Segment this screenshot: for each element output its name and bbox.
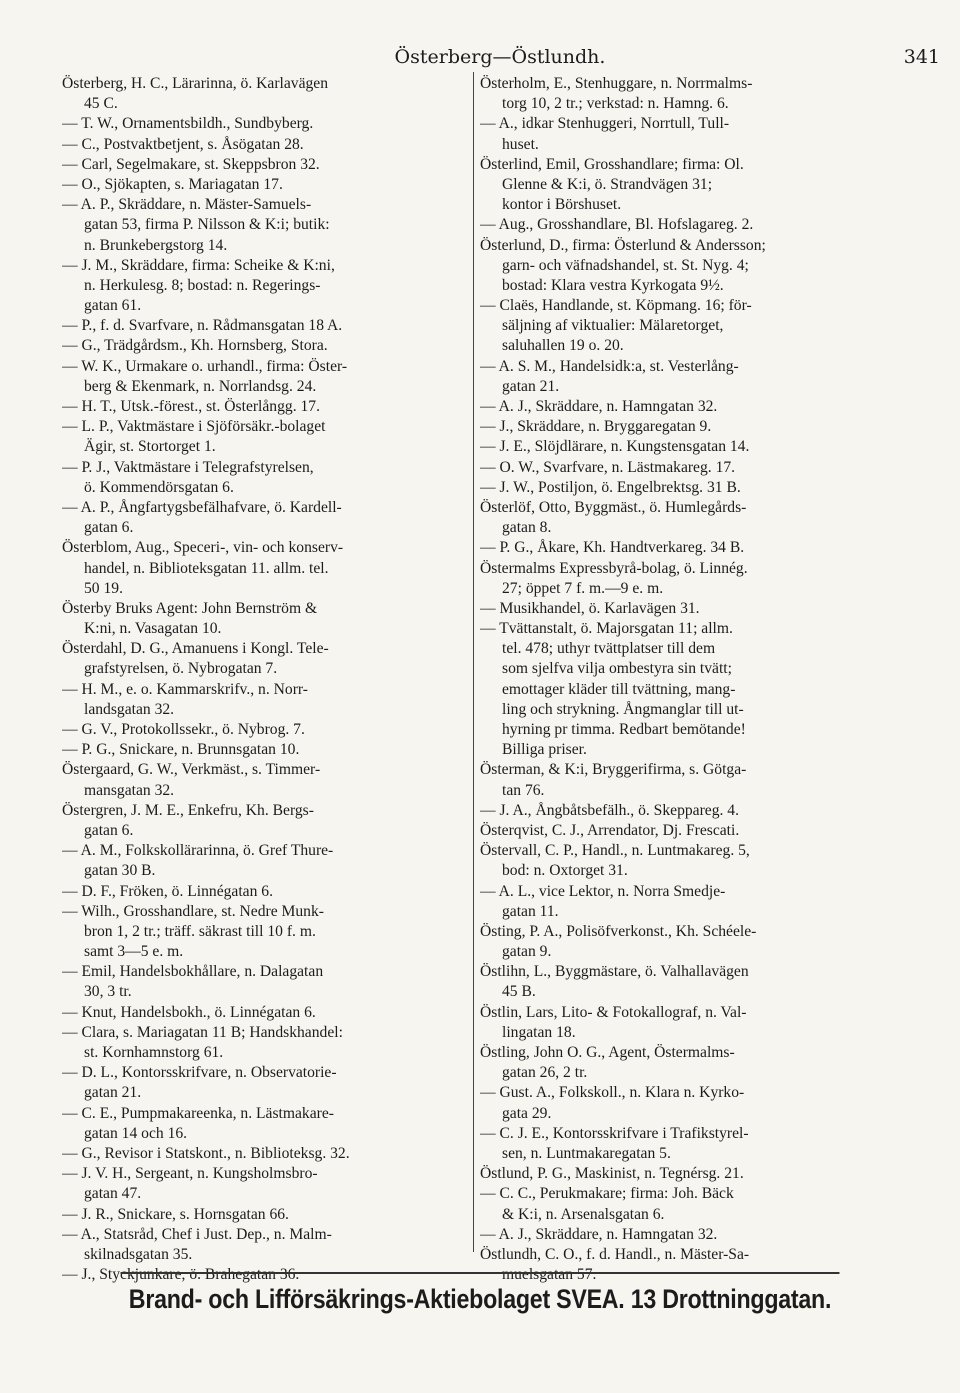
directory-entry-line: — J., Styckjunkare, ö. Brahegatan 36. <box>62 1266 300 1284</box>
directory-entry-line: Österqvist, C. J., Arrendator, Dj. Frescati. <box>480 821 740 839</box>
directory-entry-line: — D. L., Kontorsskrifvare, n. Observatorie- <box>62 1064 337 1082</box>
directory-entry-line: — C., Postvaktbetjent, s. Åsögatan 28. <box>62 135 304 153</box>
directory-entry-line: — A. J., Skräddare, n. Hamngatan 32. <box>480 398 718 415</box>
directory-entry-line: 45 B. <box>502 983 536 1001</box>
directory-entry-line: — P., f. d. Svarfvare, n. Rådmansgatan 18 A. <box>62 317 343 335</box>
directory-entry-line: — Tvättanstalt, ö. Majorsgatan 11; allm. <box>480 620 733 638</box>
directory-entry-line: — T. W., Ornamentsbildh., Sundbyberg. <box>62 115 314 133</box>
directory-entry-line: — W. K., Urmakare o. urhandl., firma: Öster- <box>62 357 348 375</box>
directory-entry-line: — C. J. E., Kontorsskrifvare i Trafikstyrel- <box>480 1124 749 1142</box>
directory-entry-line: gatan 26, 2 tr. <box>502 1064 588 1082</box>
directory-entry-line: Östermalms Expressbyrå-bolag, ö. Linnég. <box>480 559 748 577</box>
directory-entry-line: Östergren, J. M. E., Enkefru, Kh. Bergs- <box>62 801 314 819</box>
directory-entry-line: Östergaard, G. W., Verkmäst., s. Timmer- <box>62 761 321 779</box>
directory-entry-line: — H. T., Utsk.-förest., st. Österlångg. 17. <box>62 398 320 415</box>
directory-entry-line: 45 C. <box>84 95 118 113</box>
directory-entry-line: Österdahl, D. G., Amanuens i Kongl. Tele- <box>62 640 329 658</box>
directory-entry-line: Glenne & K:i, ö. Strandvägen 31; <box>502 175 713 193</box>
directory-entry-line: gatan 6. <box>84 519 134 537</box>
directory-entry-line: Österlund, D., firma: Österlund & Andersson; <box>480 236 766 254</box>
directory-entry-line: — P. G., Åkare, Kh. Handtverkareg. 34 B. <box>480 539 745 557</box>
directory-entry-line: grafstyrelsen, ö. Nybrogatan 7. <box>84 660 278 678</box>
directory-entry-line: Östlund, P. G., Maskinist, n. Tegnérsg. 21. <box>480 1165 744 1183</box>
directory-entry-line: ö. Kommendörsgatan 6. <box>84 478 234 496</box>
directory-entry-line: bostad: Klara vestra Kyrkogata 9½. <box>502 276 724 294</box>
directory-entry-line: hyrning pr timma. Redbart bemötande! <box>502 721 746 738</box>
directory-entry-line: gatan 21. <box>502 377 560 395</box>
directory-entry-line: — A. P., Skräddare, n. Mäster-Samuels- <box>62 196 312 214</box>
directory-entry-line: Östing, P. A., Polisöfverkonst., Kh. Schéele- <box>480 922 757 940</box>
directory-entry-line: — J., Skräddare, n. Bryggaregatan 9. <box>480 418 712 436</box>
directory-entry-line: & K:i, n. Arsenalsgatan 6. <box>502 1205 665 1223</box>
directory-entry-line: — J. E., Slöjdlärare, n. Kungstensgatan 14. <box>480 438 750 456</box>
directory-entry-line: gatan 30 B. <box>84 862 156 880</box>
directory-entry-line: — Knut, Handelsbokh., ö. Linnégatan 6. <box>62 1003 316 1021</box>
directory-entry-line: — C. E., Pumpmakareenka, n. Lästmakare- <box>62 1104 334 1122</box>
directory-entry-line: Billiga priser. <box>502 741 587 759</box>
directory-entry-line: torg 10, 2 tr.; verkstad: n. Hamng. 6. <box>502 95 729 113</box>
directory-entry-line: — A., idkar Stenhuggeri, Norrtull, Tull- <box>480 115 730 133</box>
directory-entry-line: Östlin, Lars, Lito- & Fotokallograf, n. Val- <box>480 1003 747 1021</box>
directory-entry-line: 27; öppet 7 f. m.—9 e. m. <box>502 579 664 597</box>
directory-entry-line: tan 76. <box>502 781 545 799</box>
directory-entry-line: Österlöf, Otto, Byggmäst., ö. Humlegårds- <box>480 498 747 516</box>
directory-entry-line: — L. P., Vaktmästare i Sjöförsäkr.-bolaget <box>62 418 326 436</box>
right-column <box>480 74 878 1285</box>
directory-entry-line: tel. 478; uthyr tvättplatser till dem <box>502 640 716 658</box>
directory-entry-line: — G., Trädgårdsm., Kh. Hornsberg, Stora. <box>62 337 328 355</box>
directory-entry-line: — A. P., Ångfartygsbefälhafvare, ö. Kardell- <box>62 498 342 516</box>
directory-entry-line: — Carl, Segelmakare, st. Skeppsbron 32. <box>62 155 320 173</box>
directory-entry-line: Österlind, Emil, Grosshandlare; firma: Ol. <box>480 155 744 173</box>
directory-entry-line: gatan 9. <box>502 943 552 961</box>
page-header <box>60 18 940 68</box>
directory-entry-line: gatan 14 och 16. <box>84 1124 188 1142</box>
directory-entry-line: muelsgatan 57. <box>502 1266 597 1284</box>
directory-entry-line: n. Herkulesg. 8; bostad: n. Regerings- <box>84 276 321 294</box>
directory-entry-line: — Clara, s. Mariagatan 11 B; Handskhandel: <box>62 1023 343 1041</box>
directory-entry-line: gatan 61. <box>84 297 142 315</box>
directory-entry-line: — Aug., Grosshandlare, Bl. Hofslagareg. 2. <box>480 216 754 234</box>
directory-entry-line: 30, 3 tr. <box>84 983 132 1001</box>
directory-entry-line: ling och strykning. Ångmanglar till ut- <box>502 700 744 718</box>
directory-entry-line: — A. L., vice Lektor, n. Norra Smedje- <box>480 882 726 900</box>
page-number: 341 <box>903 46 940 68</box>
directory-entry-line: — G., Revisor i Statskont., n. Biblioteksg. 32. <box>62 1144 350 1162</box>
directory-entry-line: gatan 21. <box>84 1084 142 1102</box>
directory-entry-line: Österblom, Aug., Speceri-, vin- och konserv- <box>62 539 344 557</box>
directory-entry-line: emottager kläder till tvättning, mang- <box>502 680 736 698</box>
directory-entry-line: — D. F., Fröken, ö. Linnégatan 6. <box>62 882 273 900</box>
directory-entry-line: — J. A., Ångbåtsbefälh., ö. Skeppareg. 4. <box>480 801 739 819</box>
footer-advertisement: Brand- och Lifförsäkrings-Aktiebolaget SVEA. 13 Drottninggatan. <box>121 1272 840 1324</box>
directory-entry-line: 50 19. <box>84 579 123 597</box>
directory-entry-line: bod: n. Oxtorget 31. <box>502 862 628 880</box>
directory-entry-line: gatan 8. <box>502 519 552 537</box>
directory-entry-line: — O., Sjökapten, s. Mariagatan 17. <box>62 175 283 193</box>
directory-entry-line: skilnadsgatan 35. <box>84 1245 193 1263</box>
left-column <box>62 74 470 1285</box>
directory-entry-line: Östlundh, C. O., f. d. Handl., n. Mäster-Sa- <box>480 1245 750 1263</box>
directory-entry-line: — Claës, Handlande, st. Köpmang. 16; för- <box>480 297 752 315</box>
directory-entry-line: Ägir, st. Stortorget 1. <box>84 438 216 456</box>
directory-entry-line: Östlihn, L., Byggmästare, ö. Valhallavägen <box>480 963 749 981</box>
directory-entry-line: — A., Statsråd, Chef i Just. Dep., n. Malm- <box>62 1225 332 1243</box>
directory-entry-line: — P. G., Snickare, n. Brunnsgatan 10. <box>62 741 300 759</box>
directory-entry-line: — Gust. A., Folkskoll., n. Klara n. Kyrko- <box>480 1084 745 1102</box>
directory-entry-line: Österman, & K:i, Bryggerifirma, s. Götga- <box>480 761 747 779</box>
directory-entry-line: — J. R., Snickare, s. Hornsgatan 66. <box>62 1205 289 1223</box>
directory-entry-line: Österholm, E., Stenhuggare, n. Norrmalms- <box>480 75 753 92</box>
directory-entry-line: gatan 11. <box>502 902 559 920</box>
directory-entry-line: — Wilh., Grosshandlare, st. Nedre Munk- <box>62 902 324 920</box>
directory-entry-line: berg & Ekenmark, n. Norrlandsg. 24. <box>84 377 317 395</box>
directory-entry-line: — J. M., Skräddare, firma: Scheike & K:ni, <box>62 256 335 274</box>
directory-entry-line: — J. V. H., Sergeant, n. Kungsholmsbro- <box>62 1165 318 1183</box>
directory-entry-line: sen, n. Luntmakaregatan 5. <box>502 1144 671 1162</box>
directory-entry-line: handel, n. Biblioteksgatan 11. allm. tel. <box>84 559 329 577</box>
directory-entry-line: — Emil, Handelsbokhållare, n. Dalagatan <box>62 963 324 981</box>
directory-entry-line: — A. S. M., Handelsidk:a, st. Vesterlång- <box>480 357 739 375</box>
directory-entry-line: gatan 6. <box>84 821 134 839</box>
directory-entry-line: säljning af viktualier: Mälaretorget, <box>502 317 724 335</box>
column-divider <box>473 72 474 1252</box>
directory-entry-line: samt 3—5 e. m. <box>84 943 184 961</box>
directory-entry-line: garn- och väfnadshandel, st. St. Nyg. 4; <box>502 256 749 274</box>
directory-entry-line: st. Kornhamnstorg 61. <box>84 1044 224 1061</box>
directory-entry-line: Österby Bruks Agent: John Bernström & <box>62 599 318 617</box>
directory-entry-line: — G. V., Protokollssekr., ö. Nybrog. 7. <box>62 721 305 738</box>
directory-entry-line: — Musikhandel, ö. Karlavägen 31. <box>480 599 700 617</box>
directory-entry-line: huset. <box>502 135 539 153</box>
directory-entry-line: Östervall, C. P., Handl., n. Luntmakareg. 5, <box>480 842 750 860</box>
directory-entry-line: — H. M., e. o. Kammarskrifv., n. Norr- <box>62 680 308 698</box>
directory-entry-line: K:ni, n. Vasagatan 10. <box>84 620 222 638</box>
directory-entry-line: — C. C., Perukmakare; firma: Joh. Bäck <box>480 1185 734 1203</box>
directory-entry-line: — O. W., Svarfvare, n. Lästmakareg. 17. <box>480 458 736 476</box>
directory-entry-line: — A. J., Skräddare, n. Hamngatan 32. <box>480 1225 718 1243</box>
directory-entry-line: bron 1, 2 tr.; träff. säkrast till 10 f. m. <box>84 922 316 940</box>
directory-entry-line: saluhallen 19 o. 20. <box>502 337 624 355</box>
directory-entry-line: — J. W., Postiljon, ö. Engelbrektsg. 31 B. <box>480 478 741 496</box>
directory-entry-line: som sjelfva vilja ombestyra sin tvätt; <box>502 660 732 678</box>
directory-entry-line: mansgatan 32. <box>84 781 175 799</box>
directory-entry-line: Östling, John O. G., Agent, Östermalms- <box>480 1044 735 1061</box>
directory-entry-line: landsgatan 32. <box>84 700 175 718</box>
directory-entry-line: gata 29. <box>502 1104 552 1122</box>
directory-entry-line: — A. M., Folkskollärarinna, ö. Gref Thure- <box>62 842 334 860</box>
directory-entry-line: gatan 47. <box>84 1185 142 1203</box>
running-title: Österberg—Östlundh. <box>394 46 606 68</box>
directory-entry-line: gatan 53, firma P. Nilsson & K:i; butik: <box>84 216 330 234</box>
directory-entry-line: Österberg, H. C., Lärarinna, ö. Karlavägen <box>62 75 329 92</box>
directory-entry-line: kontor i Börshuset. <box>502 196 622 214</box>
directory-entry-line: — P. J., Vaktmästare i Telegrafstyrelsen, <box>62 458 314 476</box>
directory-entry-line: lingatan 18. <box>502 1023 576 1041</box>
directory-entry-line: n. Brunkebergstorg 14. <box>84 236 228 254</box>
